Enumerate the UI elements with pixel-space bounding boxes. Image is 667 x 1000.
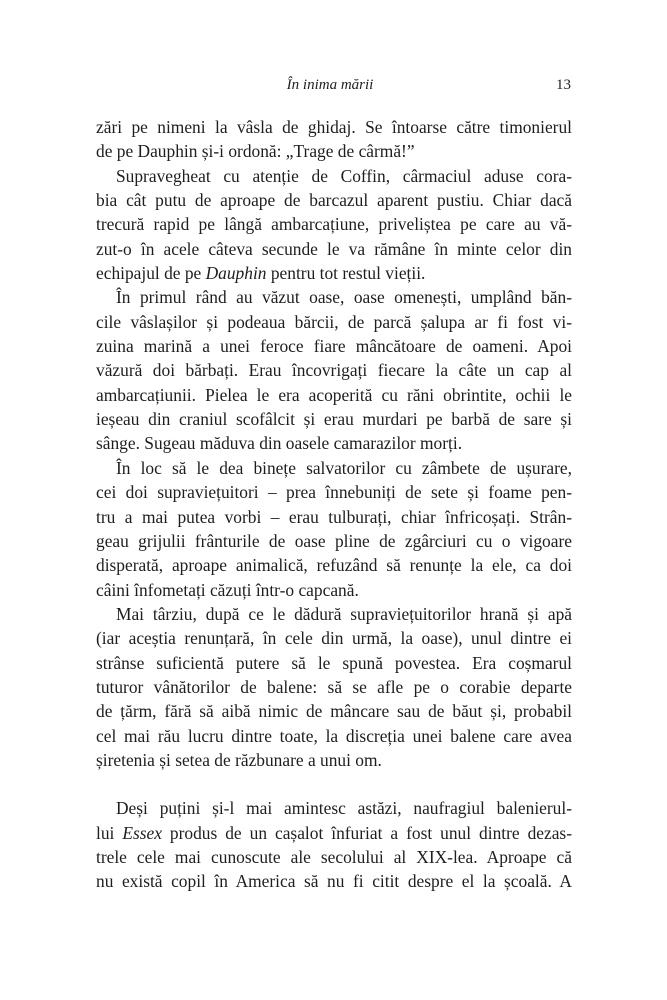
paragraph — [96, 115, 572, 164]
text-line: ambarcațiunii. Pielea le era acoperită cu răni obrintite, ochii le — [96, 384, 572, 405]
text-line: trecură rapid pe lângă ambarcațiune, priveliștea pe care au vă- — [96, 214, 572, 235]
text-line: strânse suficientă putere să le spună povestea. Era coșmarul — [96, 652, 572, 673]
text-line: cel mai rău lucru dintre toate, la discreția unei balene care avea — [96, 725, 572, 746]
paragraph — [96, 456, 572, 602]
text-line: șiretenia și setea de răzbunare a unui om. — [96, 749, 382, 770]
text-line: văzură doi bărbați. Erau încovrigați fiecare la câte un cap al — [96, 360, 572, 381]
paragraph — [96, 796, 572, 893]
text-line: ieșeau din craniul scofâlcit și erau murdari pe barbă de sare și — [96, 409, 572, 430]
body-text — [96, 115, 572, 894]
running-head — [0, 75, 667, 95]
text-line: cei doi supraviețuitori – prea înnebuniți de sete și foame pen- — [96, 482, 572, 503]
running-title: În inima mării — [286, 77, 374, 93]
text-line: de pe Dauphin și-i ordonă: „Trage de cârmă!” — [96, 141, 415, 162]
text-line: Deși puțini și-l mai amintesc astăzi, naufragiul balenierul- — [116, 798, 572, 819]
italic-ship-name: Dauphin — [205, 263, 267, 284]
text-line: cile vâslașilor și podeaua bărcii, de parcă șalupa ar fi fost vi- — [96, 311, 572, 332]
text-line: În primul rând au văzut oase, oase omenești, umplând băn- — [116, 287, 572, 308]
text-line: geau grijulii frânturile de oase pline de zgârciuri cu o vigoare — [96, 530, 572, 551]
paragraph — [96, 164, 572, 286]
text-line: Mai târziu, după ce le dădură supraviețuitorilor hrană și apă — [116, 603, 572, 624]
paragraph — [96, 602, 572, 772]
text-line: Supravegheat cu atenție de Coffin, cârmaciul aduse cora- — [116, 165, 572, 186]
text-line: zuina marină a unei feroce fiare mâncătoare de oameni. Apoi — [96, 336, 572, 357]
text-line: (iar aceștia renunțară, în cele din urmă, la oase), unul dintre ei — [96, 628, 572, 649]
text-line: trele cele mai cunoscute ale secolului al XIX-lea. Aproape că — [96, 846, 572, 867]
text-line: câini înfometați căzuți într-o capcană. — [96, 579, 359, 600]
page-number: 13 — [556, 77, 571, 93]
text-line: de țărm, fără să aibă nimic de mâncare sau de băut și, probabil — [96, 701, 572, 722]
text-line: bia cât putu de aproape de barcazul aparent pustiu. Chiar dacă — [96, 190, 572, 211]
section-break — [96, 772, 572, 796]
italic-ship-name: Essex — [122, 822, 162, 843]
text-line: zări pe nimeni la vâsla de ghidaj. Se întoarse către timonierul — [96, 117, 572, 137]
text-line: tuturor vânătorilor de balene: să se afle pe o corabie departe — [96, 676, 572, 697]
paragraph — [96, 285, 572, 455]
text-line: lui Essex produs de un cașalot înfuriat a fost unul dintre dezas- — [96, 822, 572, 843]
text-line: disperată, aproape animalică, refuzând să renunțe la ele, ca doi — [96, 555, 572, 576]
text-line: echipajul de pe Dauphin pentru tot restul vieții. — [96, 263, 426, 284]
text-line: sânge. Sugeau măduva din oasele camarazilor morți. — [96, 433, 463, 454]
text-line: nu există copil în America să nu fi citit despre el la școală. A — [96, 871, 572, 892]
text-line: În loc să le dea binețe salvatorilor cu zâmbete de ușurare, — [116, 457, 572, 478]
text-line: tru a mai putea vorbi – erau tulburați, chiar înfricoșați. Strân- — [96, 506, 572, 527]
text-line: zut-o în acele câteva secunde le va rămâne în minte celor din — [96, 238, 572, 259]
